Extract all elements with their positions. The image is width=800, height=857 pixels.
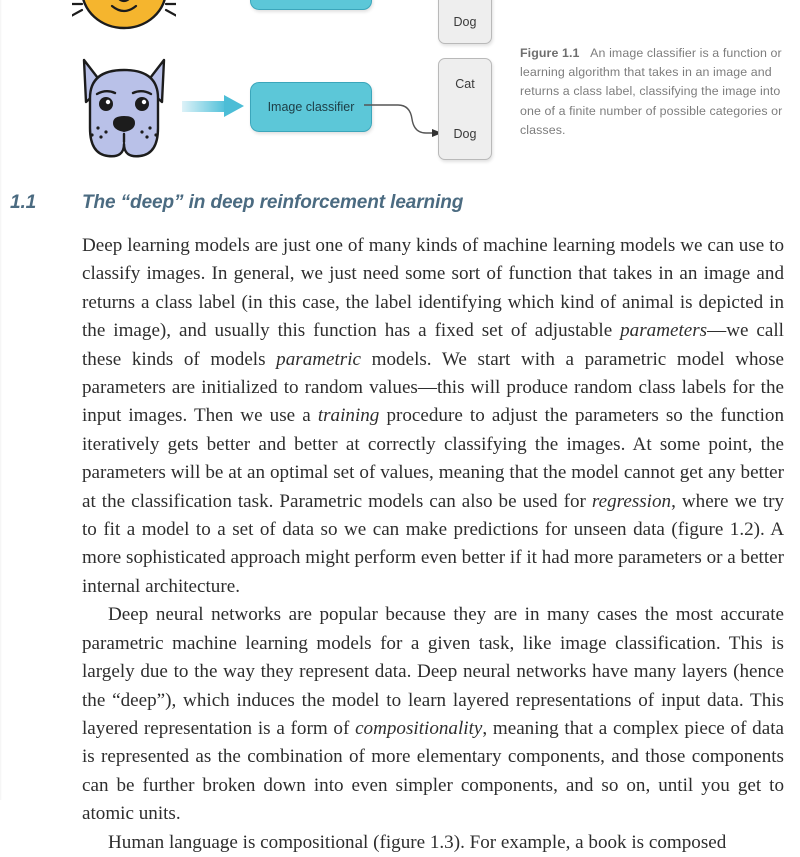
p1-part-a: Deep learning models are just one of many kinds of machine learning models we can use to classify images. In general, we just need some sort of function that takes in an image and returns a class label (in this case, the label identifying which kind of animal is depicted in the image), and usually this function has a fixed set of adjustable — [82, 235, 784, 342]
arrow-head — [224, 95, 244, 117]
body-text-column — [82, 232, 784, 857]
output-label-cell: Dog — [453, 127, 477, 141]
figure-caption — [520, 44, 788, 140]
p1-italic-regression: regression — [591, 490, 672, 512]
output-labels-top — [438, 0, 492, 44]
output-labels-bottom — [438, 58, 492, 160]
cat-illustration — [72, 0, 176, 38]
paragraph-1 — [82, 232, 784, 601]
paragraph-2 — [82, 601, 784, 828]
p1-italic-parametric: parametric — [276, 348, 362, 370]
p1-part-e: , where we try to fit a model to a set of data so we can make predictions for unseen data (figure 1.2). A more sophisticated approach might perform even better if it had more parameters or a better internal architecture. — [82, 490, 784, 597]
section-number: 1.1 — [10, 192, 37, 213]
p1-part-c: models. We start with a parametric model whose parameters are initialized to random values—this will produce random class labels for the input images. Then we use a — [82, 348, 785, 427]
p1-part-d: procedure to adjust the parameters so the function iteratively gets better and better at correctly classifying the images. At some point, the parameters will be at an optimal set of values, meaning that the model cannot get any better at the classification task. Parametric models can also be used for — [82, 405, 784, 512]
p2-part-a: Deep neural networks are popular because they are in many cases the most accurate parametric machine learning models for a given task, like image classification. This is largely due to the way they represent data. Deep neural networks have many layers (hence the “deep”), which induces the model to learn layered representations of input data. This layered representation is a form of — [82, 604, 784, 739]
p2-part-b: , meaning that a complex piece of data is represented as the combination of more elementary components, and those components can be further broken down into even simpler components, and so on, until you get to atomic units. — [82, 717, 784, 825]
figure-1-1 — [0, 0, 800, 178]
p1-italic-training: training — [317, 405, 380, 427]
output-label-cell: Cat — [455, 77, 475, 91]
arrow-shaft — [182, 101, 226, 112]
classifier-box-bottom: Image classifier — [250, 82, 372, 132]
p2-italic-compositionality: compositionality — [355, 717, 483, 739]
p1-italic-parameters: parameters — [620, 320, 708, 342]
dog-illustration — [70, 58, 178, 160]
output-label-cell: Dog — [453, 15, 477, 29]
section-title: The “deep” in deep reinforcement learning — [82, 192, 464, 213]
input-arrow-icon — [182, 95, 244, 117]
paragraph-3: Human language is compositional (figure 1.3). For example, a book is composed — [108, 831, 727, 853]
section-heading — [0, 192, 800, 214]
figure-caption-text: An image classifier is a function or learning algorithm that takes in an image and returns a class label, classifying the image into one of a finite number of possible categories or classes. — [520, 46, 783, 137]
figure-caption-label: Figure 1.1 — [520, 46, 580, 60]
classifier-box-top — [250, 0, 372, 10]
figure-caption-gap — [580, 46, 591, 60]
p1-part-b: —we call these kinds of models — [82, 320, 784, 370]
